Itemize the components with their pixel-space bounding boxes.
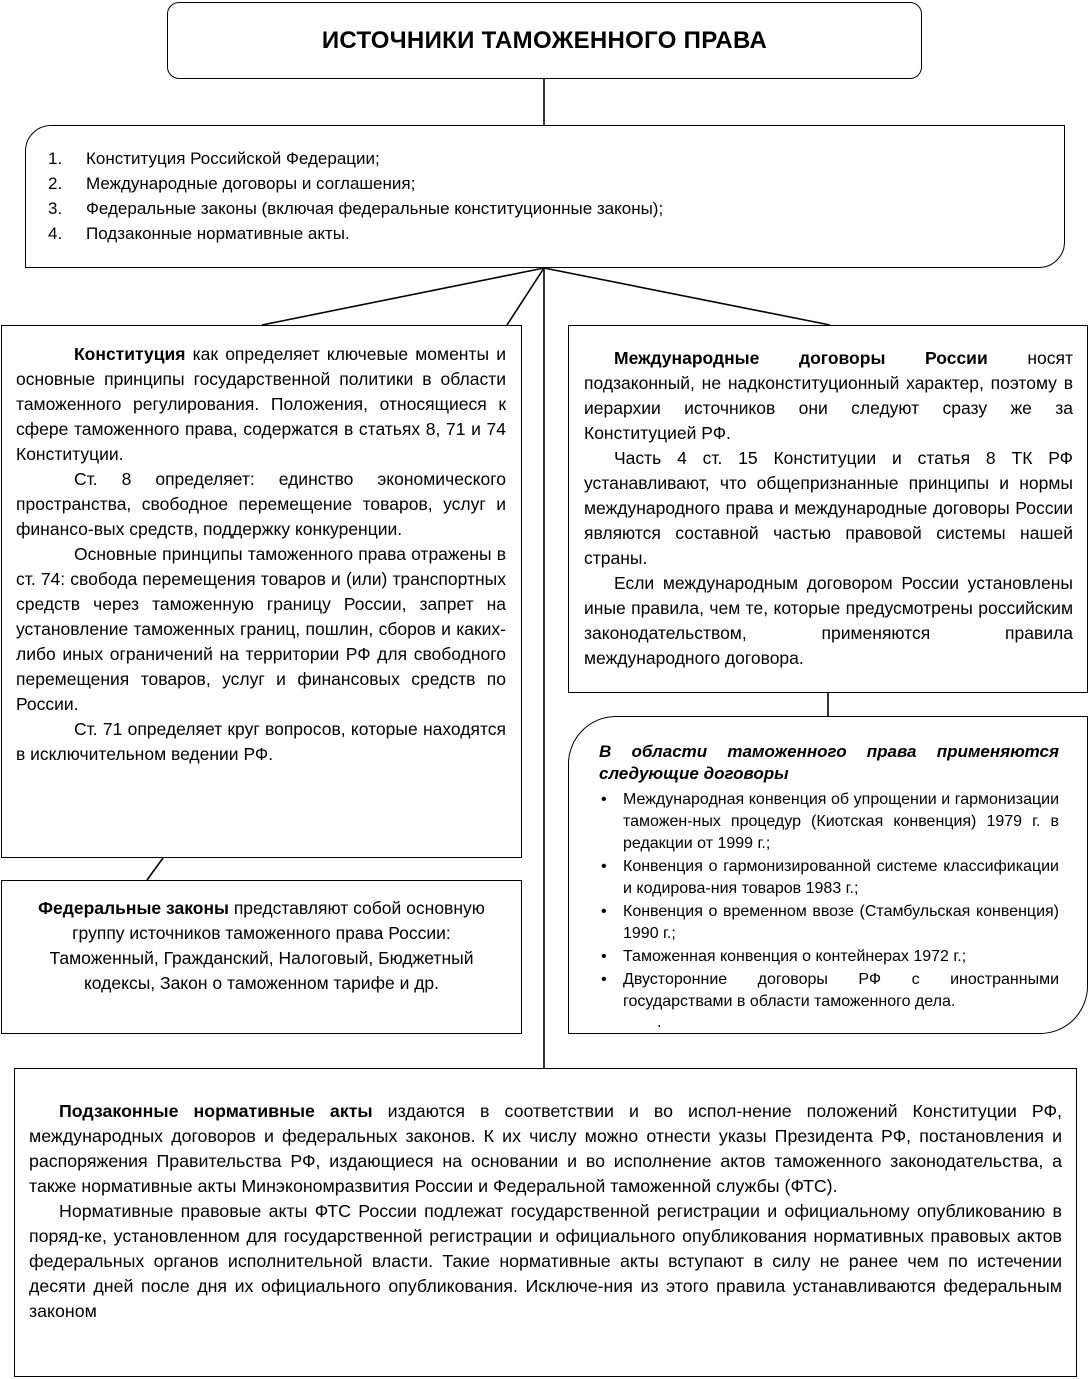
constitution-paragraph-4: Ст. 71 определяет круг вопросов, которые находятся в исключительном ведении РФ.	[16, 719, 506, 764]
list-item	[48, 146, 1044, 171]
constitution-paragraph-3: Основные принципы таможенного права отражены в ст. 74: свобода перемещения товаров и (или) транспортных средств через таможенную границу России, запрет на установление таможенных границ, пошлин, сборов и каких-либо иных ограничений на территории РФ для свободного перемещения товаров, услуг и финансовых средств по России.	[16, 544, 506, 714]
connector-constitution-to-federal	[147, 858, 163, 880]
list-item-number: 1.	[48, 149, 63, 168]
federal-laws-paragraph	[20, 896, 503, 996]
treaties-paragraph-2: Часть 4 ст. 15 Конституции и статья 8 ТК РФ устанавливают, что общепризнанные принципы и нормы международного права и международные договоры России являются составной частью правовой системы нашей страны.	[584, 448, 1073, 568]
applied-agreements-box	[568, 716, 1088, 1034]
bylaws-lead-rest: издаются в соответствии и во испол-нение положений Конституции РФ, международных договоров и федеральных законов. К их числу можно отнести указы Президента РФ, постановления и распоряжения Правительства РФ, издающиеся на основании и во исполнение актов таможенного законодательства, а также нормативные акты Минэкономразвития России и Федеральной таможенной службы (ФТС).	[29, 1101, 1062, 1196]
list-item: • Международная конвенция об упрощении и гармонизации таможен-ных процедур (Киотская конвенция) 1979 г. в редакции от 1999 г.;	[599, 789, 1059, 855]
federal-laws-lead-rest: представляют собой основную группу источников таможенного права России: Таможенный, Гражданский, Налоговый, Бюджетный кодексы, Закон о таможенном тарифе и др.	[49, 898, 485, 993]
constitution-box	[1, 325, 522, 858]
list-item-number: 3.	[48, 199, 63, 218]
page-title: ИСТОЧНИКИ ТАМОЖЕННОГО ПРАВА	[321, 26, 768, 54]
agreements-heading: В области таможенного права применяются следующие договоры	[599, 742, 1059, 783]
list-item-text: Подзаконные нормативные акты.	[86, 224, 350, 243]
federal-laws-lead: Федеральные законы	[38, 898, 229, 918]
international-treaties-box	[568, 325, 1088, 693]
constitution-paragraph-2: Ст. 8 определяет: единство экономического пространства, свободное перемещение товаров, услуг и финансо-вых средств, поддержку конкуренции.	[16, 469, 506, 539]
federal-laws-box	[1, 880, 522, 1034]
list-item: • Конвенция о временном ввозе (Стамбульская конвенция) 1990 г.;	[599, 901, 1059, 945]
list-item: • Двусторонние договоры РФ с иностранными государствами в области таможенного дела.	[599, 969, 1059, 1013]
title-box	[167, 2, 922, 79]
trailing-dot: .	[657, 1014, 662, 1031]
list-item-text: Международные договоры и соглашения;	[86, 174, 416, 193]
list-item	[48, 171, 1044, 196]
bylaws-paragraph-1	[29, 1099, 1062, 1199]
list-item: • Таможенная конвенция о контейнерах 1972 г.;	[599, 946, 1059, 968]
list-item-number: 2.	[48, 174, 63, 193]
list-item-number: 4.	[48, 224, 63, 243]
connector-hub-to-treaties	[544, 268, 830, 325]
sources-list-box	[25, 125, 1065, 268]
agreements-list	[599, 789, 1059, 1013]
constitution-lead-rest: как определяет ключевые моменты и основные принципы государственной политики в области таможенного регулирования. Положения, относящиеся к сфере таможенного права, содержатся в статьях 8, 71 и 74 Конституции.	[16, 344, 506, 464]
list-item-text: Конституция Российской Федерации;	[86, 149, 380, 168]
treaties-paragraph-1	[584, 346, 1073, 446]
bylaws-paragraph-2: Нормативные правовые акты ФТС России подлежат государственной регистрации и официальному опубликованию в поряд-ке, установленном для государственной регистрации и официального опубликования нормативных правовых актов федеральных органов исполнительной власти. Такие нормативные акты вступают в силу не ранее чем по истечении десяти дней после дня их официального опубликования. Исключе-ния из этого правила устанавливаются федеральным законом	[29, 1201, 1062, 1321]
connector-hub-to-constitution	[262, 268, 544, 325]
list-item-text: Федеральные законы (включая федеральные конституционные законы);	[86, 199, 664, 218]
constitution-lead: Конституция	[74, 344, 186, 364]
treaties-paragraph-3: Если международным договором России установлены иные правила, чем те, которые предусмотрены российским законодательством, применяются правила международного договора.	[584, 573, 1073, 668]
constitution-paragraph-1	[16, 342, 506, 467]
connector-hub-to-constitution-diagonal	[507, 268, 544, 325]
list-item: • Конвенция о гармонизированной системе классификации и кодирова-ния товаров 1983 г.;	[599, 856, 1059, 900]
bylaws-lead: Подзаконные нормативные акты	[59, 1101, 373, 1121]
treaties-lead-rest: носят подзаконный, не надконституционный характер, поэтому в иерархии источников они следуют сразу же за Конституцией РФ.	[584, 348, 1073, 443]
treaties-lead: Международные договоры России	[614, 348, 988, 368]
list-item	[48, 221, 1044, 246]
list-item	[48, 196, 1044, 221]
sources-list	[48, 146, 1044, 246]
bylaws-box	[14, 1068, 1077, 1377]
